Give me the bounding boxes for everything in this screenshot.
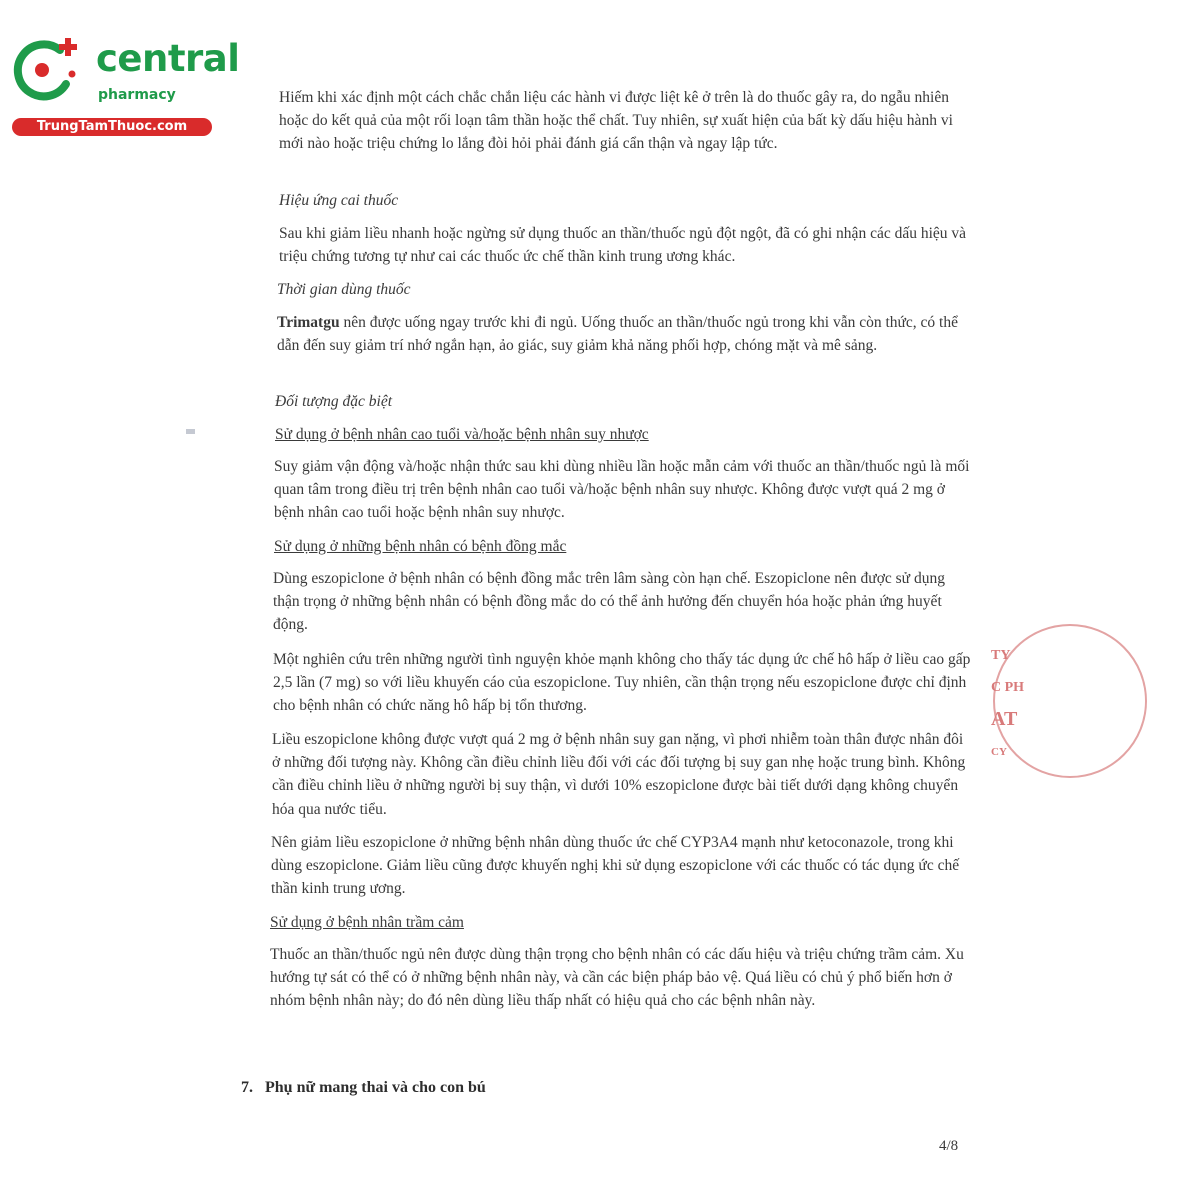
scan-mark bbox=[186, 429, 195, 434]
stamp-line: CY bbox=[991, 746, 1007, 758]
stamp-line: C PH bbox=[991, 680, 1025, 695]
heading-timing: Thời gian dùng thuốc bbox=[277, 281, 411, 298]
section-heading bbox=[241, 1079, 486, 1097]
brand-name: central bbox=[96, 37, 240, 80]
heading-special-populations: Đối tượng đặc biệt bbox=[275, 393, 393, 410]
section-number: 7. bbox=[241, 1079, 253, 1096]
paragraph-timing bbox=[277, 311, 977, 357]
pharmacy-cross-icon bbox=[10, 38, 90, 102]
paragraph-intro: Hiếm khi xác định một cách chắc chắn liệu các hành vi được liệt kê ở trên là do thuốc gây ra, do ngẫu nhiên hoặc do kết quả của một rối loạn tâm thần hoặc thể chất. Tuy nhiên, sự xuất hiện của bất kỳ dấu hiệu hành vi mới nào hoặc triệu chứng lo lắng đòi hỏi phải đánh giá cẩn thận và ngay lập tức. bbox=[279, 89, 953, 153]
heading-withdrawal: Hiệu ứng cai thuốc bbox=[279, 192, 399, 209]
paragraph-comorbid-1: Dùng eszopiclone ở bệnh nhân có bệnh đồng mắc trên lâm sàng còn hạn chế. Eszopiclone nên được sử dụng thận trọng ở những bệnh nhân có bệnh đồng mắc do có thể ảnh hưởng đến chuyển hóa hoặc phản ứng huyết động. bbox=[273, 570, 945, 634]
brand-website[interactable]: TrungTamThuoc.com bbox=[12, 118, 212, 136]
paragraph-elderly: Suy giảm vận động và/hoặc nhận thức sau khi dùng nhiều lần hoặc mẫn cảm với thuốc an thần/thuốc ngủ là mối quan tâm trong điều trị trên bệnh nhân cao tuổi và/hoặc bệnh nhân suy nhược. Không được vượt quá 2 mg ở bệnh nhân cao tuổi hoặc bệnh nhân suy nhược. bbox=[274, 458, 970, 522]
paragraph-withdrawal: Sau khi giảm liều nhanh hoặc ngừng sử dụng thuốc an thần/thuốc ngủ đột ngột, đã có ghi nhận các dấu hiệu và triệu chứng tương tự như cai các thuốc ức chế thần kinh trung ương khác. bbox=[279, 225, 967, 266]
drug-name: Trimatgu bbox=[277, 314, 340, 331]
paragraph-depression: Thuốc an thần/thuốc ngủ nên được dùng thận trọng cho bệnh nhân có các dấu hiệu và triệu chứng trầm cảm. Xu hướng tự sát có thể có ở những bệnh nhân này, và cần các biện pháp bảo vệ. Quá liều có chủ ý phổ biến hơn ở nhóm bệnh nhân này; do đó nên dùng liều thấp nhất có hiệu quả cho các bệnh nhân này. bbox=[270, 946, 964, 1010]
paragraph-comorbid-2: Một nghiên cứu trên những người tình nguyện khỏe mạnh không cho thấy tác dụng ức chế hô hấp ở liều cao gấp 2,5 lần (7 mg) so với liều khuyến cáo của eszopiclone. Tuy nhiên, cần thận trọng nếu eszopiclone được chỉ định cho bệnh nhân có chức năng hô hấp bị tổn thương. bbox=[273, 651, 971, 715]
stamp-ring bbox=[993, 624, 1147, 778]
page-number: 4/8 bbox=[939, 1138, 959, 1154]
paragraph-comorbid-4: Nên giảm liều eszopiclone ở những bệnh nhân dùng thuốc ức chế CYP3A4 mạnh như ketoconazole, trong khi dùng eszopiclone. Giảm liều cũng được khuyến nghị khi sử dụng eszopiclone với các thuốc có tác dụng ức chế thần kinh trung ương. bbox=[271, 834, 960, 898]
section-title: Phụ nữ mang thai và cho con bú bbox=[265, 1079, 486, 1096]
paragraph-timing-text: nên được uống ngay trước khi đi ngủ. Uống thuốc an thần/thuốc ngủ trong khi vẫn còn thức, có thể dẫn đến suy giảm trí nhớ ngắn hạn, ảo giác, suy giảm khả năng phối hợp, chóng mặt và mê sảng. bbox=[277, 314, 958, 355]
subheading-comorbid: Sử dụng ở những bệnh nhân có bệnh đồng mắc bbox=[274, 538, 567, 555]
brand-tagline: pharmacy bbox=[98, 87, 176, 103]
stamp-line: TY bbox=[991, 648, 1011, 663]
central-pharmacy-logo[interactable] bbox=[10, 37, 240, 138]
paragraph-comorbid-3: Liều eszopiclone không được vượt quá 2 mg ở bệnh nhân suy gan nặng, vì phơi nhiễm toàn thân được nhân đôi ở những đối tượng này. Không cần điều chỉnh liều đối với các đối tượng bị suy gan nhẹ hoặc trung bình. Không cần điều chỉnh liều ở những người bị suy thận, vì dưới 10% eszopiclone được bài tiết dưới dạng không chuyển hóa qua nước tiểu. bbox=[272, 731, 966, 818]
stamp-line: AT bbox=[991, 708, 1018, 730]
subheading-depression: Sử dụng ở bệnh nhân trầm cảm bbox=[270, 914, 464, 931]
company-stamp bbox=[985, 618, 1025, 780]
subheading-elderly: Sử dụng ở bệnh nhân cao tuổi và/hoặc bệnh nhân suy nhược bbox=[275, 426, 649, 443]
